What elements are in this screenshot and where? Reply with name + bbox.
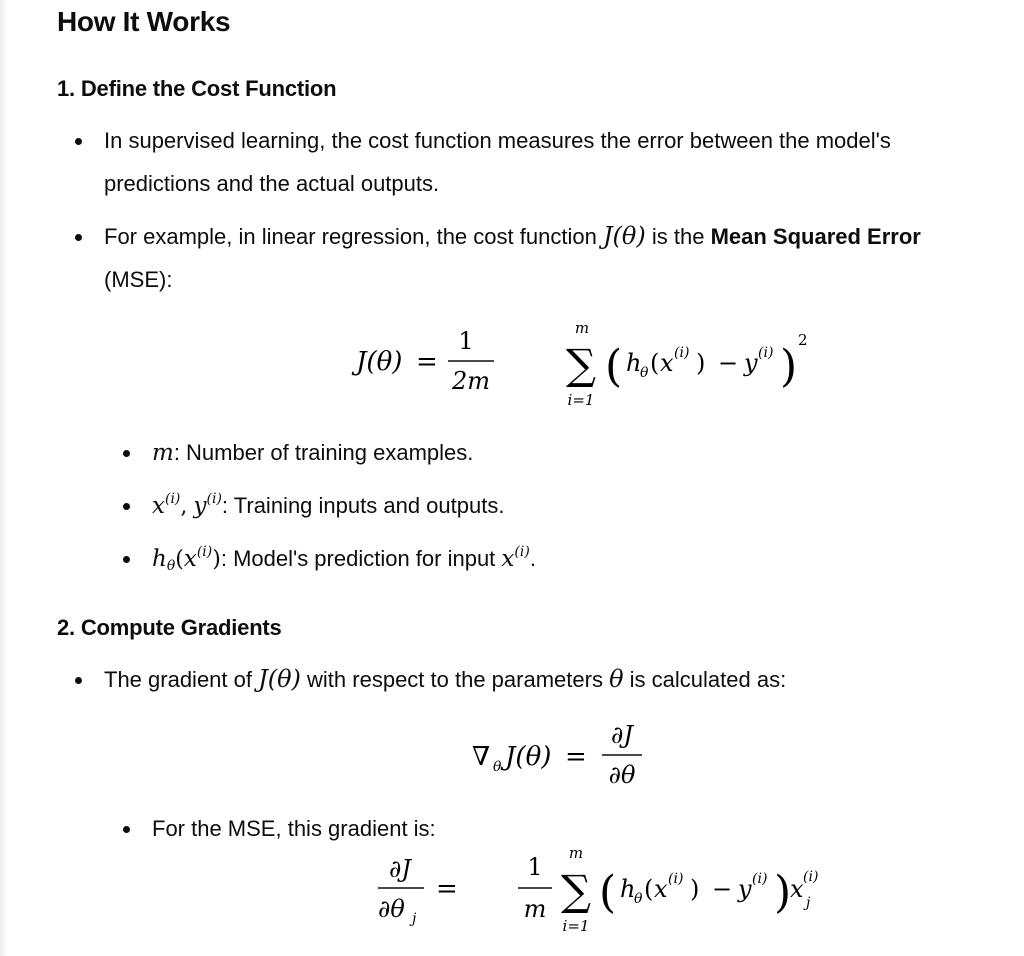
big-paren-open: ( [599, 867, 617, 918]
eq-2m: 2m [451, 367, 491, 395]
eq-h: h [620, 875, 636, 903]
step-1-title: 1. Define the Cost Function [57, 76, 337, 101]
text: For example, in linear regression, the cost function [104, 224, 597, 249]
window-edge-shadow [0, 0, 8, 956]
eq-minus: − [712, 875, 733, 903]
eq-h-sub: θ [640, 365, 649, 381]
eq-paren: ( [644, 875, 654, 903]
def-x-y [152, 484, 504, 528]
text: is calculated as: [629, 667, 787, 692]
math-x: x [152, 493, 165, 519]
math-sup: (i) [164, 491, 181, 507]
eq-x: x [660, 349, 674, 377]
eq-equals: = [565, 742, 587, 772]
sum-bottom: i=1 [562, 917, 590, 935]
sum-sign: ∑ [566, 340, 596, 389]
math-sup: (i) [206, 491, 222, 507]
sum-sign: ∑ [561, 866, 591, 915]
math-sup: (i) [196, 544, 213, 560]
math-J-theta: J(θ) [258, 665, 301, 693]
list-item-line-1: In supervised learning, the cost function measures the error between the model's [104, 128, 891, 153]
math-comma: , [180, 494, 188, 519]
text: with respect to the parameters [307, 667, 603, 692]
math-h: h [152, 546, 167, 572]
eq-xj-sup: (i) [803, 869, 819, 885]
text: (MSE): [104, 267, 173, 292]
text: The gradient of [104, 667, 252, 692]
eq-dJ: ∂J [610, 721, 634, 749]
list-item-cost-function [104, 119, 1024, 205]
eq-dtheta: ∂θ [608, 761, 636, 789]
sum-top: m [574, 319, 590, 337]
list-item-line-2: predictions and the actual outputs. [104, 171, 440, 196]
eq-square: 2 [798, 331, 808, 349]
eq-h-sub: θ [634, 891, 643, 907]
big-paren-close: ) [780, 341, 798, 392]
eq-J: J(θ) [356, 347, 403, 377]
bullet-dot [123, 556, 130, 563]
math-x: x [501, 546, 515, 572]
text: For the MSE, this gradient is: [152, 816, 436, 841]
bullet-dot [75, 138, 82, 145]
def-text: : Training inputs and outputs. [221, 493, 505, 518]
math-J-theta: J(θ) [602, 222, 646, 250]
eq-equals: = [416, 347, 438, 377]
bullet-dot [123, 826, 130, 833]
mse-equation [352, 315, 812, 415]
big-paren-open: ( [605, 341, 623, 392]
big-paren-close: ) [774, 867, 792, 918]
eq-h: h [626, 349, 642, 377]
eq-xj-sub: j [806, 895, 811, 911]
eq-x-sup: (i) [674, 345, 690, 361]
eq-m: m [523, 895, 547, 923]
sum-top: m [568, 844, 584, 862]
text: is the [651, 224, 705, 249]
math-theta: θ [609, 665, 624, 693]
gradient-equation [472, 715, 672, 795]
sum-bottom: i=1 [567, 391, 595, 409]
eq-minus: − [718, 349, 739, 377]
eq-J: J(θ) [505, 742, 552, 772]
list-item-mse [104, 215, 1024, 301]
bold-term: Mean Squared Error [710, 224, 921, 249]
eq-nabla: ∇ [472, 742, 491, 772]
math-x: x [183, 546, 197, 572]
def-text: : Number of training examples. [173, 440, 474, 465]
def-m [152, 431, 473, 475]
eq-equals: = [436, 874, 458, 904]
eq-nabla-sub: θ [493, 759, 502, 775]
list-item-gradient [104, 658, 786, 701]
mse-gradient-equation [376, 843, 819, 939]
bullet-dot [75, 234, 82, 241]
math-y: y [193, 493, 207, 519]
eq-x: x [654, 875, 668, 903]
math-paren: ) [212, 547, 221, 572]
eq-one: 1 [527, 853, 543, 881]
bullet-dot [123, 450, 130, 457]
eq-y-sup: (i) [758, 345, 774, 361]
eq-one: 1 [458, 327, 474, 355]
eq-paren: ( [650, 349, 660, 377]
def-h [152, 537, 536, 581]
eq-y: y [744, 349, 758, 377]
eq-dtheta-sub: j [412, 911, 417, 927]
eq-xj: x [790, 875, 804, 903]
eq-y: y [738, 875, 752, 903]
eq-dJ: ∂J [388, 855, 412, 883]
bullet-dot [123, 503, 130, 510]
def-text: : Model's prediction for input [220, 546, 496, 571]
period: . [529, 546, 536, 571]
math-sub: θ [166, 558, 176, 574]
eq-y-sup: (i) [752, 871, 768, 887]
eq-paren-close: ) [690, 875, 700, 903]
bullet-dot [75, 677, 82, 684]
section-heading: How It Works [57, 6, 231, 37]
math-m: m [152, 440, 174, 466]
step-2-title: 2. Compute Gradients [57, 615, 282, 640]
eq-x-sup: (i) [668, 871, 684, 887]
eq-dtheta: ∂θ [378, 895, 405, 923]
math-paren: ( [175, 547, 184, 572]
eq-paren-close: ) [696, 349, 706, 377]
math-sup: (i) [514, 544, 530, 560]
